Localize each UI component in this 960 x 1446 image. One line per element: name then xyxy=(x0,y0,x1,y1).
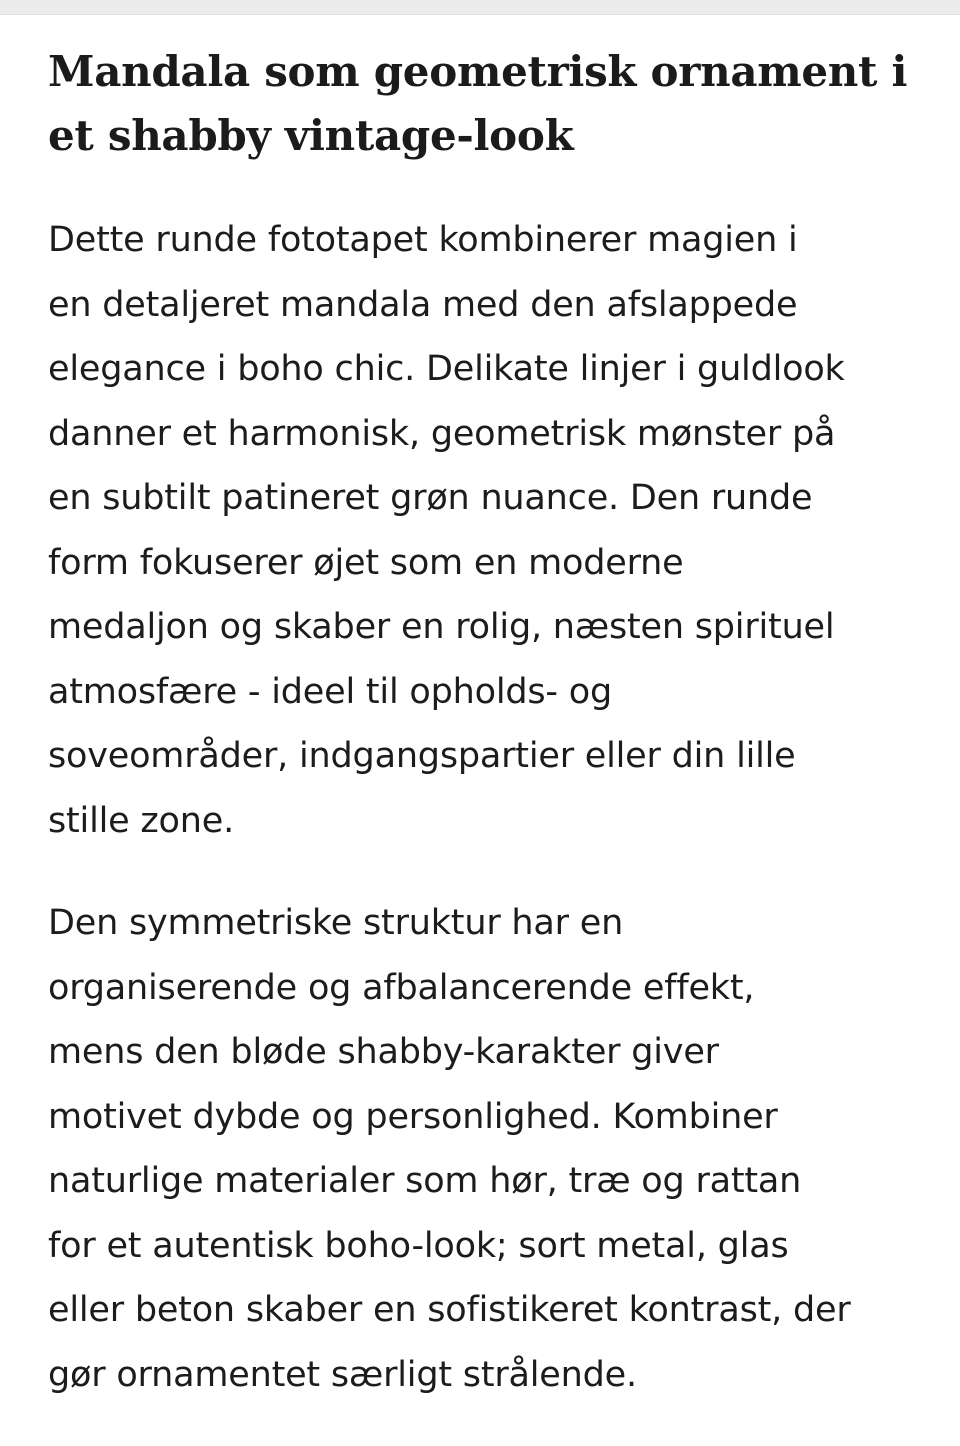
article-content xyxy=(48,40,918,1407)
article-paragraph-1: Dette runde fototapet kombinerer magien i en detaljeret mandala med den afslappede elegance i boho chic. Delikate linjer i guldlook danner et harmonisk, geometrisk mønster på en subtilt patineret grøn nuance. Den runde form fokuserer øjet som en moderne medaljon og skaber en rolig, næsten spirituel atmosfære - ideel til opholds- og soveområder, indgangspartier eller din lille stille zone. xyxy=(48,220,845,841)
article-paragraph-2: Den symmetriske struktur har en organiserende og afbalancerende effekt, mens den bløde shabby-karakter giver motivet dybde og personlighed. Kombiner naturlige materialer som hør, træ og rattan for et autentisk boho-look; sort metal, glas eller beton skaber en sofistikeret kontrast, der gør ornamentet særligt strålende. xyxy=(48,903,851,1395)
article-title: Mandala som geometrisk ornament i et shabby vintage-look xyxy=(48,47,908,160)
top-divider xyxy=(0,0,960,15)
